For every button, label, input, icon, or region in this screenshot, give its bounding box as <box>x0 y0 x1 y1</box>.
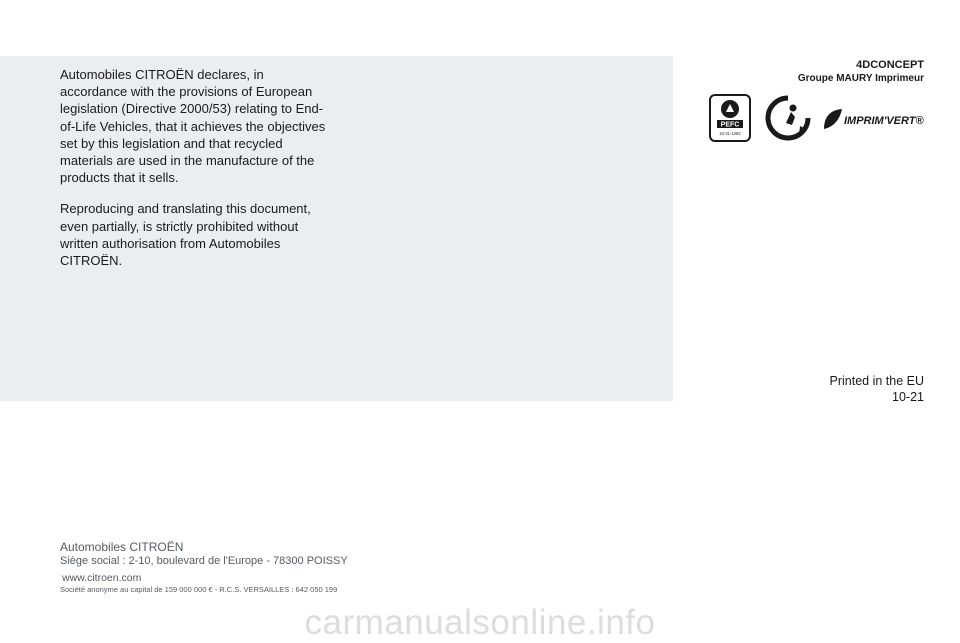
company-name: Automobiles CITROËN <box>60 540 184 554</box>
legal-notice <box>60 66 330 283</box>
copyright-statement: Reproducing and translating this document, even partially, is strictly prohibited without written authorisation from Automobiles CITROËN. <box>60 201 311 269</box>
edition-code: 10-21 <box>892 390 924 404</box>
company-website[interactable]: www.citroen.com <box>62 572 142 584</box>
imprim-vert-logo <box>822 107 926 131</box>
printed-in: Printed in the EU <box>829 374 924 388</box>
recycling-icon <box>765 95 811 141</box>
printer-credit <box>798 58 924 86</box>
imprim-vert-label: IMPRIM'VERT® <box>844 115 924 127</box>
printer-group: Groupe MAURY Imprimeur <box>797 73 924 84</box>
pefc-tree-icon <box>711 96 749 140</box>
certification-logos <box>707 93 925 145</box>
pefc-logo <box>709 94 751 142</box>
company-registration: Société anonyme au capital de 159 000 000 € - R.C.S. VERSAILLES : 642 050 199 <box>60 585 338 594</box>
print-info <box>830 373 925 405</box>
pefc-code: 10-31-1282 <box>719 131 741 136</box>
recycling-statement: Automobiles CITROËN declares, in accordance with the provisions of European legislation (Directive 2000/53) relating to End-of-Life Vehicles, that it achieves the objectives set by this legislation and that recycled materials are used in the manufacture of the products that it sells. <box>60 67 326 186</box>
printer-name: 4DCONCEPT <box>856 59 924 71</box>
company-address: Siège social : 2-10, boulevard de l'Europe - 78300 POISSY <box>60 555 348 567</box>
company-info <box>60 540 348 595</box>
site-watermark: carmanualsonline.info <box>304 603 656 642</box>
pefc-label: PEFC <box>720 121 740 129</box>
